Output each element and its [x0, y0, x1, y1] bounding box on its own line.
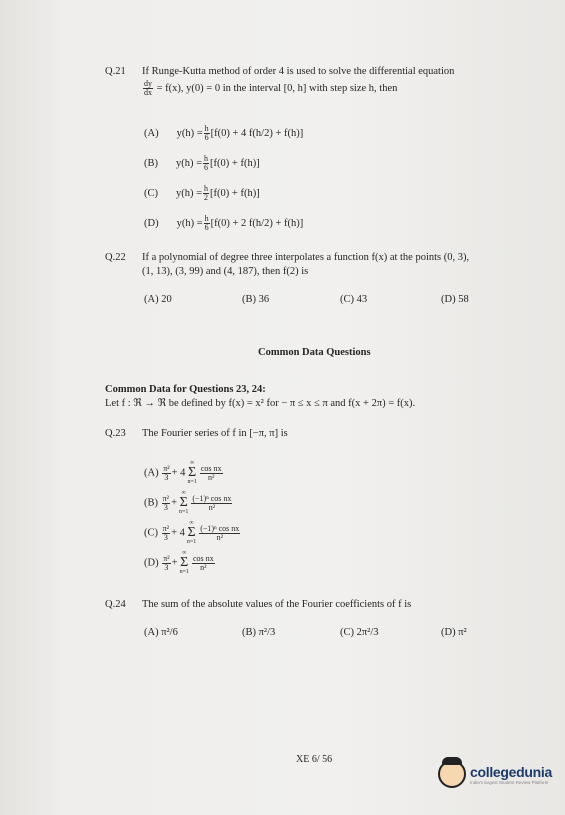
q24-number: Q.24 [105, 599, 126, 610]
q23-number: Q.23 [105, 428, 126, 439]
q22-line1: If a polynomial of degree three interpolates a function f(x) at the points (0, 3), [142, 252, 470, 263]
q21-line2: $\frac{dy}{dx}$ = f(x), y(0) = 0 in the interval [0, h] with step size h, then [144, 79, 398, 97]
summation-symbol: ∞ Σ n=1 [186, 520, 197, 545]
operator: + [171, 497, 177, 509]
q24-option-c[interactable]: (C) 2π²/3 [340, 627, 379, 638]
q24-option-b[interactable]: (B) π²/3 [242, 627, 276, 638]
operator: + 4 [171, 527, 185, 539]
option-label: (A) [144, 467, 159, 479]
operator: + 4 [171, 467, 186, 479]
series-term-fraction: $\frac{\text{cos nx}}{\text{n²}}$ [192, 553, 214, 572]
h-fraction: $\frac{h}{2}$ [204, 184, 209, 202]
q23-option-a[interactable] [144, 460, 224, 486]
summation-symbol: ∞ Σ n=1 [178, 490, 189, 515]
series-term-fraction: $\frac{\text{cos nx}}{\text{n²}}$ [200, 463, 222, 482]
option-rhs: [f(0) + f(h)] [210, 157, 260, 169]
option-label: (B) [144, 157, 158, 169]
option-label: (C) [144, 187, 158, 199]
q21-number: Q.21 [105, 66, 126, 77]
common-data-for: Common Data for Questions 23, 24: [105, 384, 266, 395]
h-fraction: $\frac{h}{6}$ [204, 214, 209, 232]
series-term-fraction: $\frac{\text{(−1)ⁿ cos nx}}{\text{n²}}$ [192, 493, 232, 512]
q23-option-d[interactable] [144, 550, 216, 576]
option-label: (A) [144, 127, 159, 139]
q22-option-a[interactable]: (A) 20 [144, 294, 172, 305]
pi-squared-fraction: $\frac{\text{π²}}{3}$ [163, 463, 170, 482]
option-lhs: y(h) = [176, 127, 203, 139]
h-fraction: $\frac{h}{6}$ [204, 154, 209, 172]
q22-option-d[interactable]: (D) 58 [441, 294, 469, 305]
q22-number: Q.22 [105, 252, 126, 263]
pi-squared-fraction: $\frac{\text{π²}}{3}$ [162, 493, 170, 512]
summation-symbol: ∞ Σ n=1 [179, 550, 189, 575]
q21-line1: If Runge-Kutta method of order 4 is used to solve the differential equation [142, 66, 455, 77]
pi-squared-fraction: $\frac{\text{π²}}{3}$ [163, 553, 170, 572]
summation-symbol: ∞ Σ n=1 [187, 460, 197, 485]
q23-option-b[interactable] [144, 490, 233, 516]
q21-option-c[interactable] [144, 185, 260, 202]
h-fraction: $\frac{h}{6}$ [204, 124, 209, 142]
common-data-heading: Common Data Questions [258, 347, 371, 358]
option-lhs: y(h) = [176, 187, 203, 199]
series-term-fraction: $\frac{\text{(−1)ⁿ cos nx}}{\text{n²}}$ [200, 523, 240, 542]
logo-tagline: India's largest Student Review Platform [470, 779, 549, 785]
option-label: (D) [144, 217, 159, 229]
q21-option-a[interactable] [144, 125, 303, 142]
q24-option-a[interactable]: (A) π²/6 [144, 627, 178, 638]
option-rhs: [f(0) + f(h)] [210, 187, 260, 199]
q21-option-d[interactable] [144, 215, 303, 232]
page-footer: XE 6/ 56 [296, 754, 333, 765]
option-label: (C) [144, 527, 158, 539]
pi-squared-fraction: $\frac{\text{π²}}{3}$ [162, 523, 170, 542]
collegedunia-logo [438, 750, 556, 798]
option-label: (B) [144, 497, 158, 509]
q22-option-b[interactable]: (B) 36 [242, 294, 270, 305]
option-rhs: [f(0) + 2 f(h/2) + f(h)] [210, 217, 304, 229]
q22-option-c[interactable]: (C) 43 [340, 294, 368, 305]
logo-name: collegedunia [470, 763, 552, 780]
q24-text: The sum of the absolute values of the Fourier coefficients of f is [142, 599, 412, 610]
option-label: (D) [144, 557, 159, 569]
option-lhs: y(h) = [176, 217, 203, 229]
option-lhs: y(h) = [176, 157, 203, 169]
common-data-definition: Let f : ℜ → ℜ be defined by f(x) = x² for − π ≤ x ≤ π and f(x + 2π) = f(x). [105, 398, 416, 409]
q24-option-d[interactable]: (D) π² [441, 627, 467, 638]
q23-option-c[interactable] [144, 520, 241, 546]
q22-line2: (1, 13), (3, 99) and (4, 187), then f(2) is [142, 266, 309, 277]
q23-text: The Fourier series of f in [−π, π] is [142, 428, 288, 439]
operator: + [171, 557, 178, 569]
dy-dx-fraction: $\frac{dy}{dx}$ [144, 79, 152, 97]
mascot-icon [438, 760, 466, 788]
option-rhs: [f(0) + 4 f(h/2) + f(h)] [210, 127, 304, 139]
q21-option-b[interactable] [144, 155, 260, 172]
